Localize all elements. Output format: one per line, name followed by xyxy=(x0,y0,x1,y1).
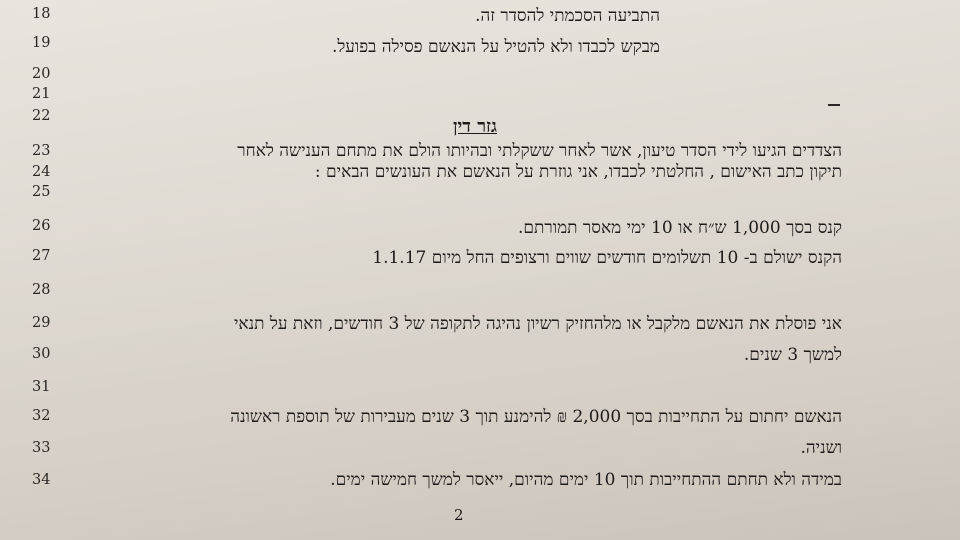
margin-dash-mark xyxy=(828,104,840,106)
text-line-26: קנס בסך 1,000 ש״ח או 10 ימי מאסר תמורתם. xyxy=(518,218,842,238)
text-line-27: הקנס ישולם ב- 10 תשלומים חודשים שווים ורצופים החל מיום 1.1.17 xyxy=(372,248,842,268)
line-number-34: 34 xyxy=(32,472,51,488)
text-line-19: מבקש לכבדו ולא להטיל על הנאשם פסילה בפועל. xyxy=(331,37,660,57)
line-number-24: 24 xyxy=(32,164,51,180)
text-line-24: תיקון כתב האישום , החלטתי לכבדו, אני גוזרת על הנאשם את העונשים הבאים : xyxy=(314,162,842,182)
line-number-29: 29 xyxy=(32,315,51,331)
line-number-28: 28 xyxy=(32,282,51,298)
line-number-23: 23 xyxy=(32,143,51,159)
line-number-22: 22 xyxy=(32,108,51,124)
line-number-27: 27 xyxy=(32,248,51,264)
text-line-32: הנאשם יחתום על התחייבות בסך 2,000 ₪ להימנע תוך 3 שנים מעבירות של תוספת ראשונה xyxy=(230,407,842,427)
text-line-33: ושניה. xyxy=(800,438,842,458)
text-line-34: במידה ולא תחתם ההתחייבות תוך 10 ימים מהיום, ייאסר למשך חמישה ימים. xyxy=(330,470,842,490)
text-line-18: התביעה הסכמתי להסדר זה. xyxy=(475,6,660,26)
line-number-33: 33 xyxy=(32,440,51,456)
line-number-25: 25 xyxy=(32,184,51,200)
line-number-19: 19 xyxy=(32,35,51,51)
line-number-20: 20 xyxy=(32,66,51,82)
document-title: גזר דין xyxy=(452,116,498,137)
text-line-23: הצדדים הגיעו לידי הסדר טיעון, אשר לאחר ששקלתי ובהיותו הולם את מתחם הענישה לאחר xyxy=(237,141,842,161)
line-number-30: 30 xyxy=(32,346,51,362)
text-line-30: למשך 3 שנים. xyxy=(743,345,842,365)
page-number: 2 xyxy=(454,506,464,524)
line-number-26: 26 xyxy=(32,218,51,234)
line-number-21: 21 xyxy=(32,86,51,102)
line-number-31: 31 xyxy=(32,379,51,395)
text-line-29: אני פוסלת את הנאשם מלקבל או מלהחזיק רשיון נהיגה לתקופה של 3 חודשים, וזאת על תנאי xyxy=(233,314,842,334)
line-number-32: 32 xyxy=(32,408,51,424)
line-number-18: 18 xyxy=(32,6,51,22)
